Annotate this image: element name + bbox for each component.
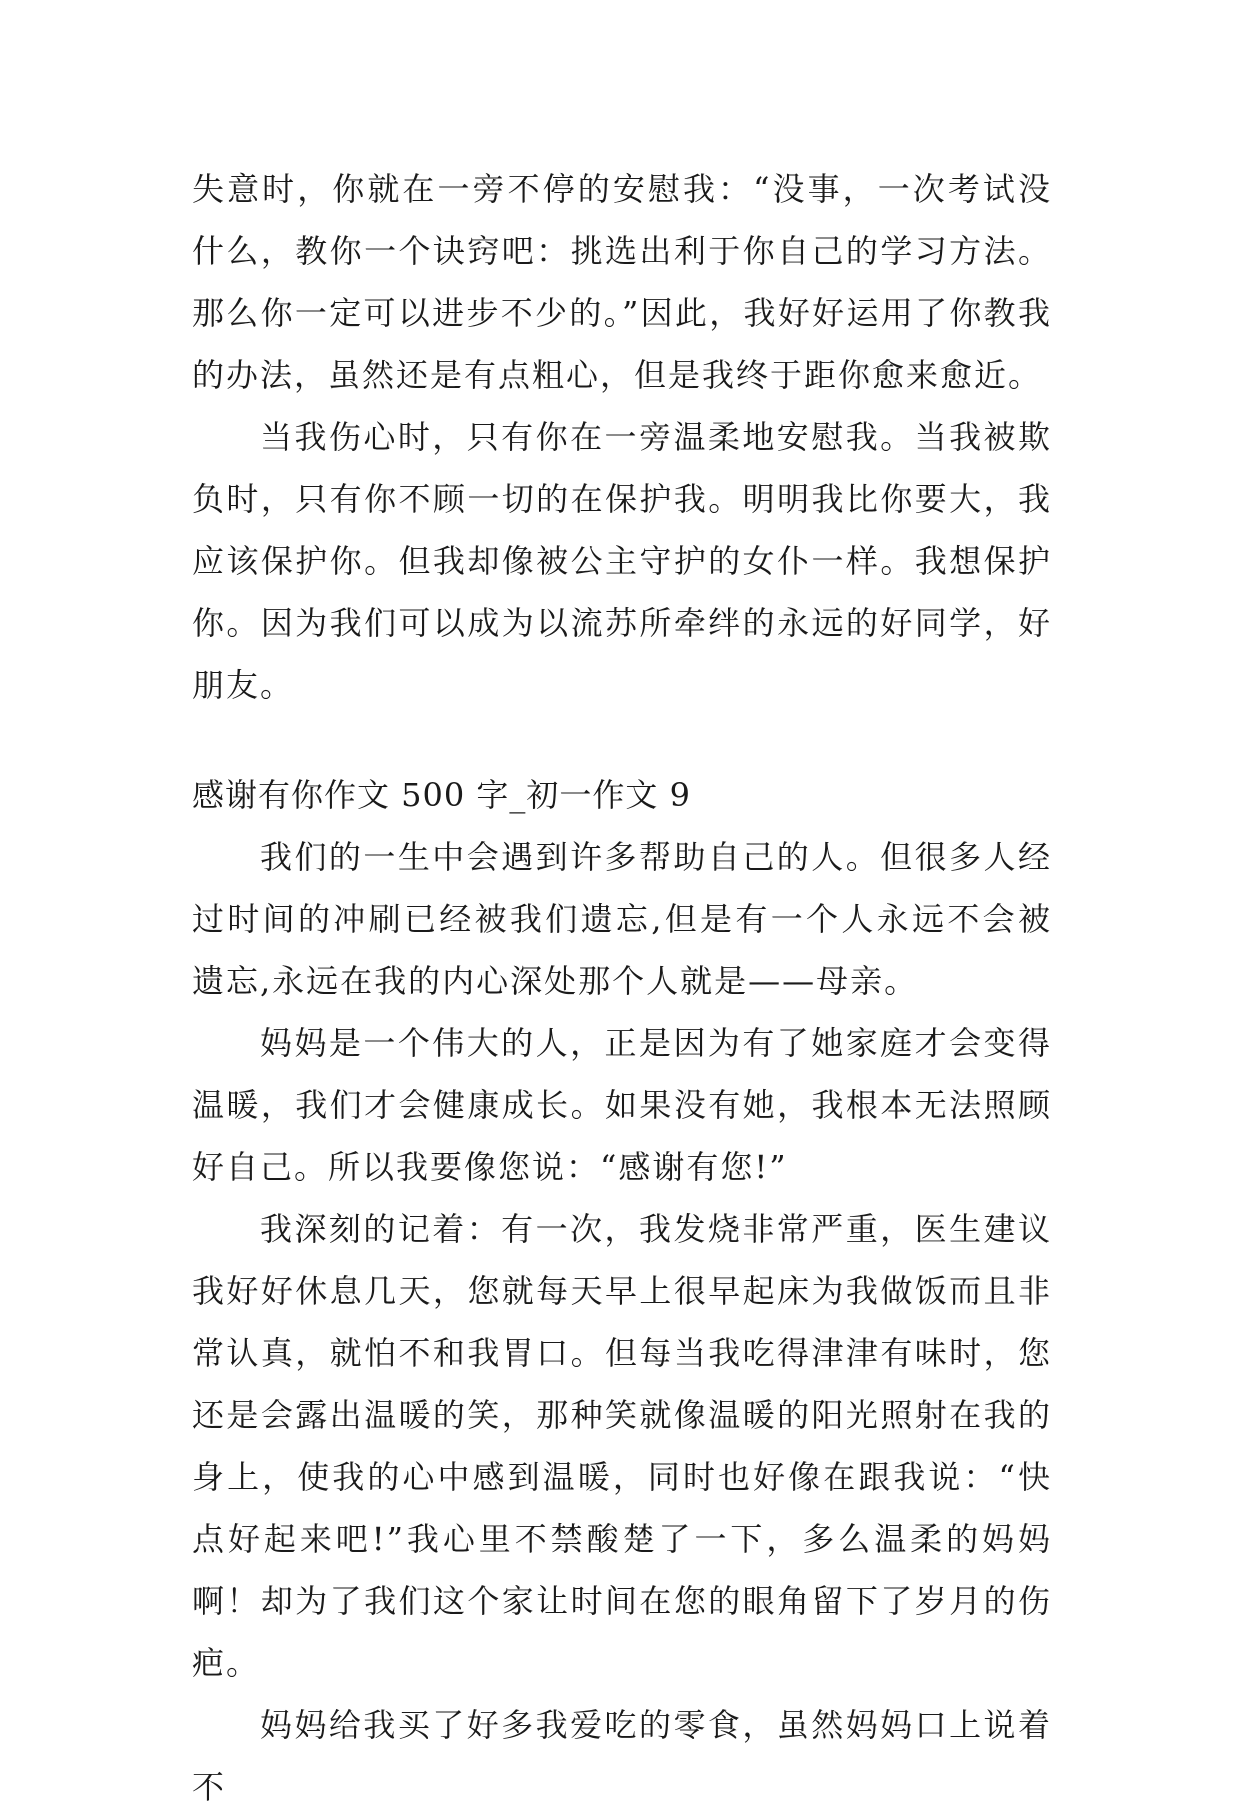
paragraph: 我深刻的记着：有一次，我发烧非常严重，医生建议我好好休息几天，您就每天早上很早起床为我做饭而且非常认真，就怕不和我胃口。但每当我吃得津津有味时，您还是会露出温暖的笑，那种笑就像温暖的阳光照射在我的身上，使我的心中感到温暖，同时也好像在跟我说：“快点好起来吧!”我心里不禁酸楚了一下，多么温柔的妈妈啊！却为了我们这个家让时间在您的眼角留下了岁月的伤疤。	[192, 1210, 1052, 1682]
paragraph-continues: 妈妈给我买了好多我爱吃的零食，虽然妈妈口上说着不	[192, 1706, 1052, 1806]
paragraph: 我们的一生中会遇到许多帮助自己的人。但很多人经过时间的冲刷已经被我们遗忘,但是有一个人永远不会被遗忘,永远在我的内心深处那个人就是——母亲。	[192, 838, 1052, 1000]
paragraph: 当我伤心时，只有你在一旁温柔地安慰我。当我被欺负时，只有你不顾一切的在保护我。明明我比你要大，我应该保护你。但我却像被公主守护的女仆一样。我想保护你。因为我们可以成为以流苏所牵绊的永远的好同学，好朋友。	[192, 418, 1052, 704]
essay-title: 感谢有你作文 500 字_初一作文 9	[192, 776, 691, 814]
document-body	[192, 158, 1052, 1818]
paragraph-continued: 失意时，你就在一旁不停的安慰我：“没事，一次考试没什么，教你一个诀窍吧：挑选出利于你自己的学习方法。那么你一定可以进步不少的。”因此，我好好运用了你教我的办法，虽然还是有点粗心，但是我终于距你愈来愈近。	[192, 170, 1052, 394]
paragraph: 妈妈是一个伟大的人，正是因为有了她家庭才会变得温暖，我们才会健康成长。如果没有她，我根本无法照顾好自己。所以我要像您说：“感谢有您!”	[192, 1024, 1052, 1186]
